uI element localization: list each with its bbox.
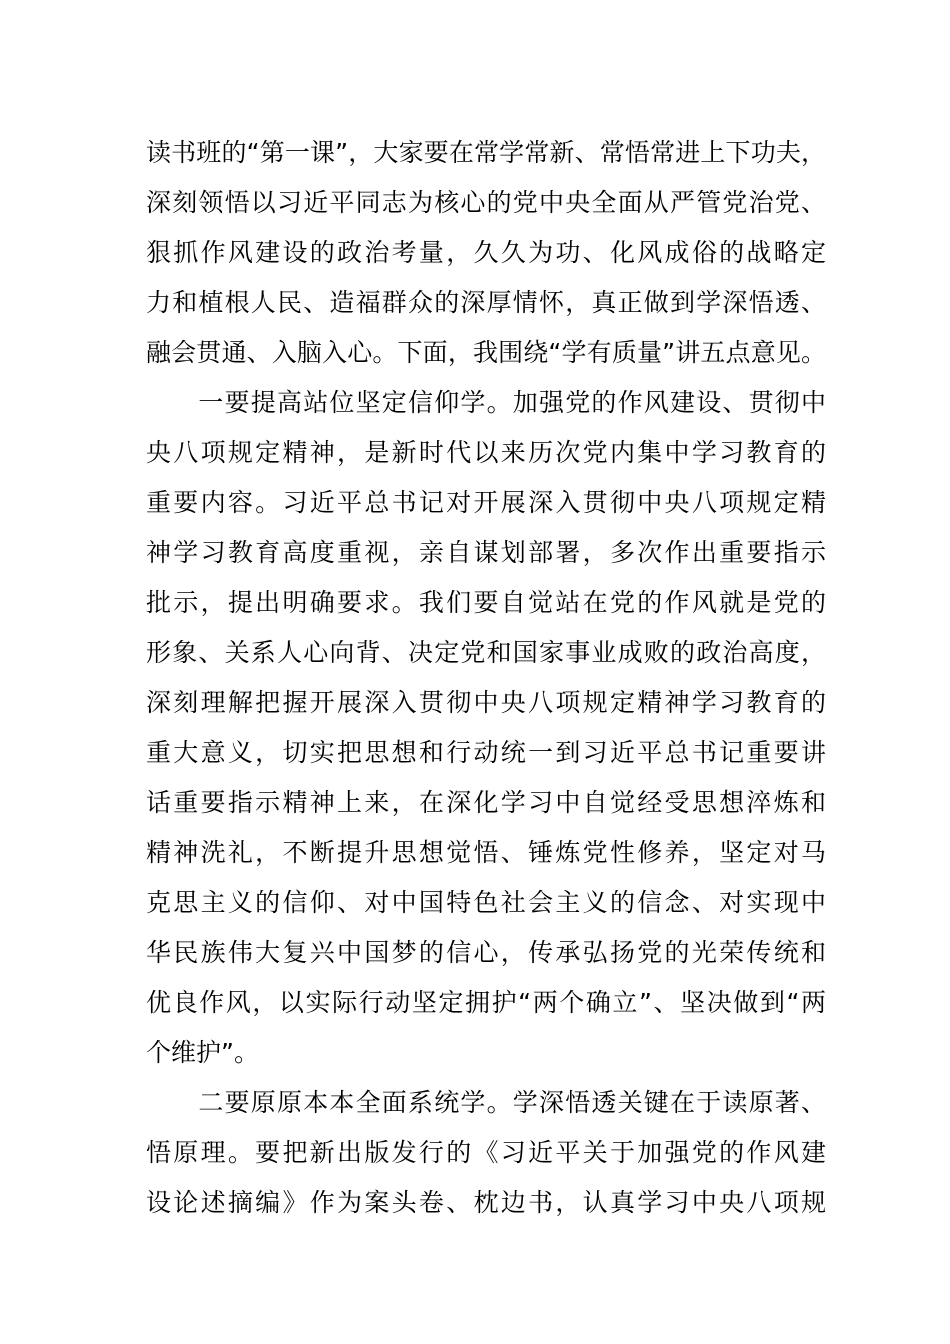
text-line: 设论述摘编》作为案头卷、枕边书，认真学习中央八项规: [146, 1188, 826, 1217]
text-line: 读书班的“第一课”，大家要在常学常新、常悟常进上下功夫，: [146, 138, 826, 167]
text-line: 个维护”。: [146, 1038, 259, 1067]
text-line: 融会贯通、入脑入心。下面，我围绕“学有质量”讲五点意见。: [146, 338, 826, 367]
text-line: 央八项规定精神，是新时代以来历次党内集中学习教育的: [146, 438, 826, 467]
text-line: 华民族伟大复兴中国梦的信心，传承弘扬党的光荣传统和: [146, 938, 826, 967]
text-line: 形象、关系人心向背、决定党和国家事业成败的政治高度，: [146, 638, 826, 667]
text-line: 重要内容。习近平总书记对开展深入贯彻中央八项规定精: [146, 488, 826, 517]
text-line: 二要原原本本全面系统学。学深悟透关键在于读原著、: [146, 1088, 826, 1117]
text-line: 重大意义，切实把思想和行动统一到习近平总书记重要讲: [146, 738, 826, 767]
text-line: 神学习教育高度重视，亲自谋划部署，多次作出重要指示: [146, 538, 826, 567]
text-line: 一要提高站位坚定信仰学。加强党的作风建设、贯彻中: [146, 388, 826, 417]
text-line: 优良作风，以实际行动坚定拥护“两个确立”、坚决做到“两: [146, 988, 826, 1017]
text-line: 克思主义的信仰、对中国特色社会主义的信念、对实现中: [146, 888, 826, 917]
text-line: 批示，提出明确要求。我们要自觉站在党的作风就是党的: [146, 588, 826, 617]
text-line: 深刻领悟以习近平同志为核心的党中央全面从严管党治党、: [146, 188, 826, 217]
text-line: 狠抓作风建设的政治考量，久久为功、化风成俗的战略定: [146, 238, 826, 267]
text-line: 精神洗礼，不断提升思想觉悟、锤炼党性修养，坚定对马: [146, 838, 826, 867]
text-line: 深刻理解把握开展深入贯彻中央八项规定精神学习教育的: [146, 688, 826, 717]
text-line: 力和植根人民、造福群众的深厚情怀，真正做到学深悟透、: [146, 288, 826, 317]
text-line: 悟原理。要把新出版发行的《习近平关于加强党的作风建: [146, 1138, 826, 1167]
document-body: [146, 128, 826, 1228]
text-line: 话重要指示精神上来，在深化学习中自觉经受思想淬炼和: [146, 788, 826, 817]
